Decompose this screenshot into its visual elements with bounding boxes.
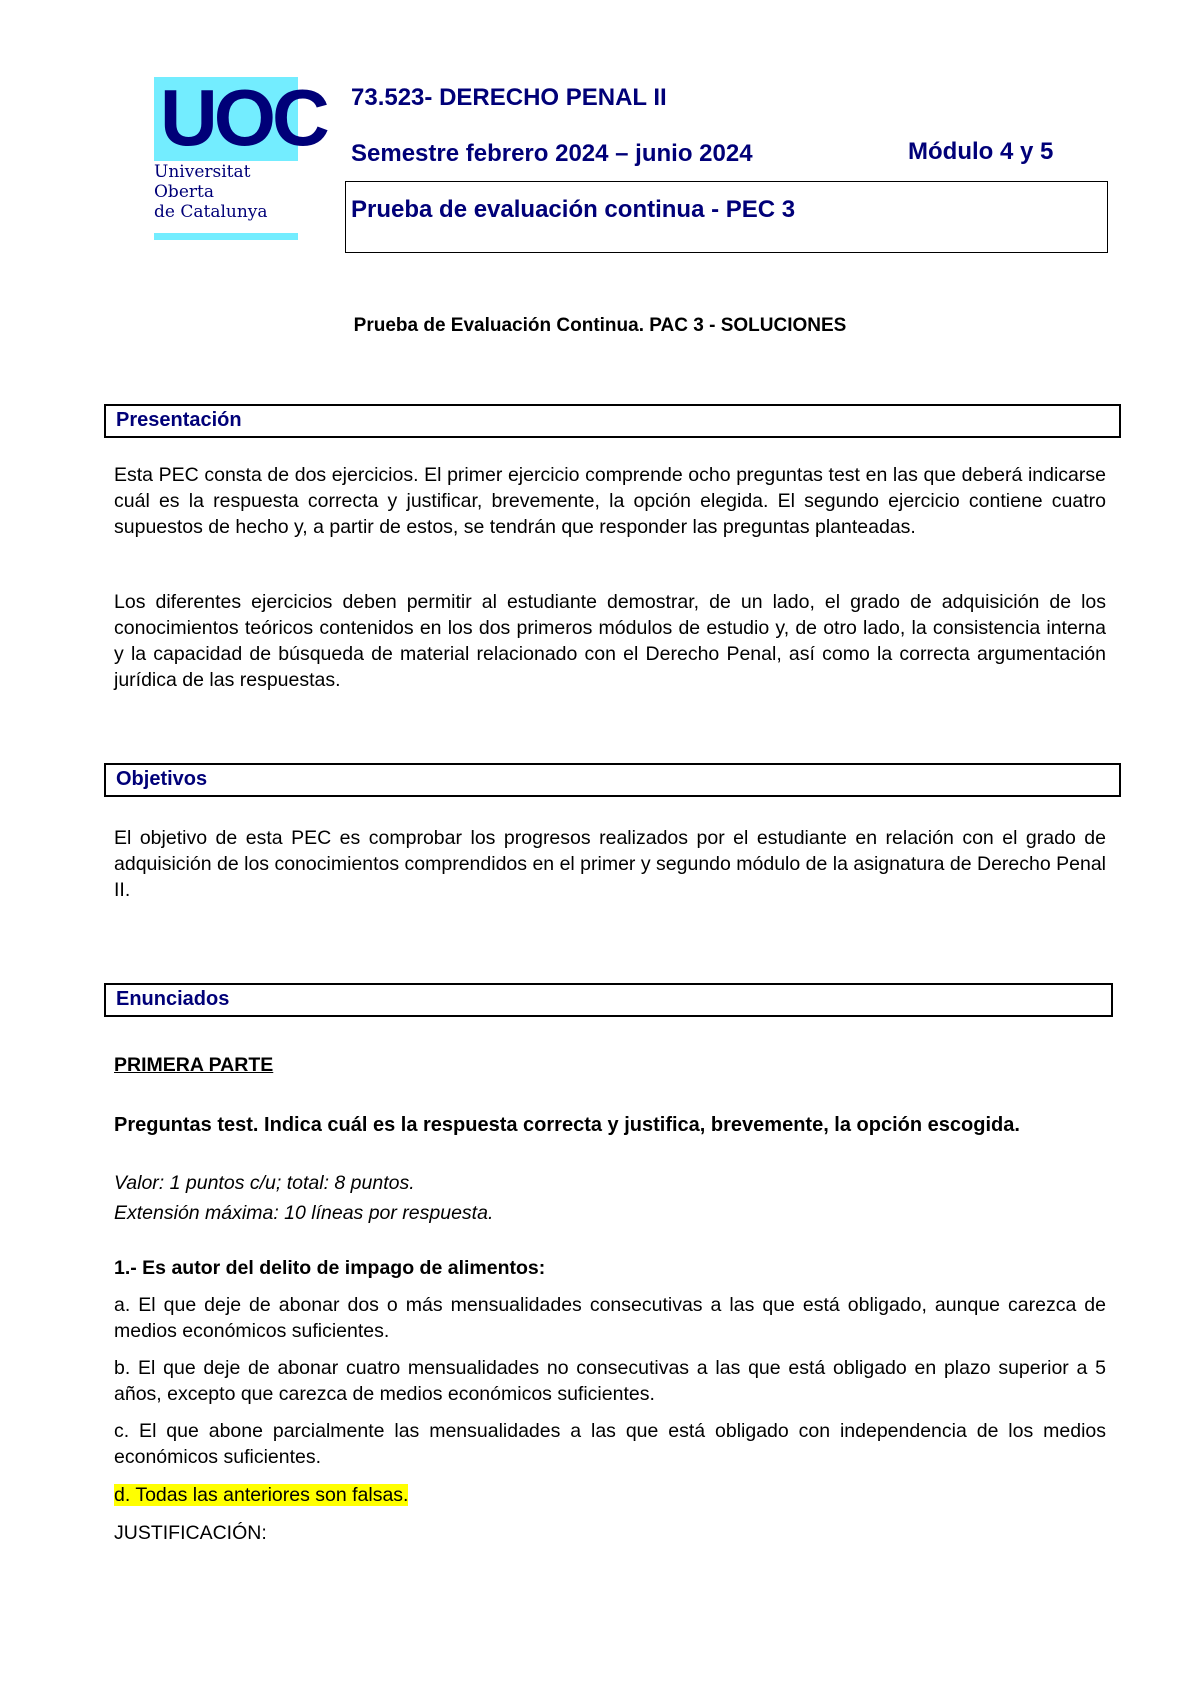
presentacion-header-box — [104, 404, 1121, 438]
uoc-logo-line-2: Oberta — [154, 182, 214, 202]
document-title: Prueba de Evaluación Continua. PAC 3 - SOLUCIONES — [353, 315, 847, 336]
question-1-option-c: c. El que abone parcialmente las mensualidades a las que está obligado con independencia de los medios económicos suficientes. — [114, 1420, 1106, 1468]
presentacion-header: Presentación — [116, 409, 242, 431]
question-1-option-a: a. El que deje de abonar dos o más mensualidades consecutivas a las que está obligado, aunque carezca de medios económicos suficientes. — [114, 1294, 1106, 1342]
objetivos-paragraph: El objetivo de esta PEC es comprobar los progresos realizados por el estudiante en relación con el grado de adquisición de los conocimientos comprendidos en el primer y segundo módulo de la asignatura de Derecho Penal II. — [114, 827, 1106, 901]
uoc-logo-bar — [154, 233, 298, 240]
justification-label: JUSTIFICACIÓN: — [114, 1522, 267, 1544]
enunciados-header: Enunciados — [116, 988, 230, 1010]
uoc-logo-line-3: de Catalunya — [154, 202, 268, 222]
question-1: 1.- Es autor del delito de impago de alimentos: — [114, 1257, 546, 1279]
test-instructions: Preguntas test. Indica cuál es la respuesta correcta y justifica, brevemente, la opción escogida. — [114, 1114, 1020, 1136]
uoc-logo-letters: UOC — [160, 73, 326, 162]
presentacion-paragraph-2: Los diferentes ejercicios deben permitir al estudiante demostrar, de un lado, el grado de adquisición de los conocimientos teóricos contenidos en los dos primeros módulos de estudio y, de otro lado, la consistencia interna y la capacidad de búsqueda de material relacionado con el Derecho Penal, así como la correcta argumentación jurídica de las respuestas. — [114, 591, 1106, 691]
enunciados-header-box — [104, 983, 1113, 1017]
semester-label: Semestre febrero 2024 – junio 2024 — [351, 140, 753, 167]
question-1-option-d-wrap — [114, 1482, 1106, 1508]
pec-title: Prueba de evaluación continua - PEC 3 — [351, 196, 796, 223]
presentacion-paragraph-1: Esta PEC consta de dos ejercicios. El primer ejercicio comprende ocho preguntas test en las que deberá indicarse cuál es la respuesta correcta y justificar, brevemente, la opción elegida. El segundo ejercicio contiene cuatro supuestos de hecho y, a partir de estos, se tendrán que responder las preguntas planteadas. — [114, 464, 1106, 538]
module-label: Módulo 4 y 5 — [908, 138, 1054, 165]
objetivos-header-box — [104, 763, 1121, 797]
question-1-option-d: d. Todas las anteriores son falsas. — [114, 1484, 409, 1506]
uoc-logo-line-1: Universitat — [154, 162, 251, 182]
value-note: Valor: 1 puntos c/u; total: 8 puntos. — [114, 1172, 415, 1194]
objetivos-header: Objetivos — [116, 768, 208, 790]
course-title: 73.523- DERECHO PENAL II — [351, 84, 667, 111]
uoc-logo-text — [154, 162, 268, 222]
part-title: PRIMERA PARTE — [114, 1054, 274, 1076]
extension-note: Extensión máxima: 10 líneas por respuesta. — [114, 1202, 494, 1224]
question-1-option-b: b. El que deje de abonar cuatro mensualidades no consecutivas a las que está obligado en plazo superior a 5 años, excepto que carezca de medios económicos suficientes. — [114, 1357, 1106, 1405]
